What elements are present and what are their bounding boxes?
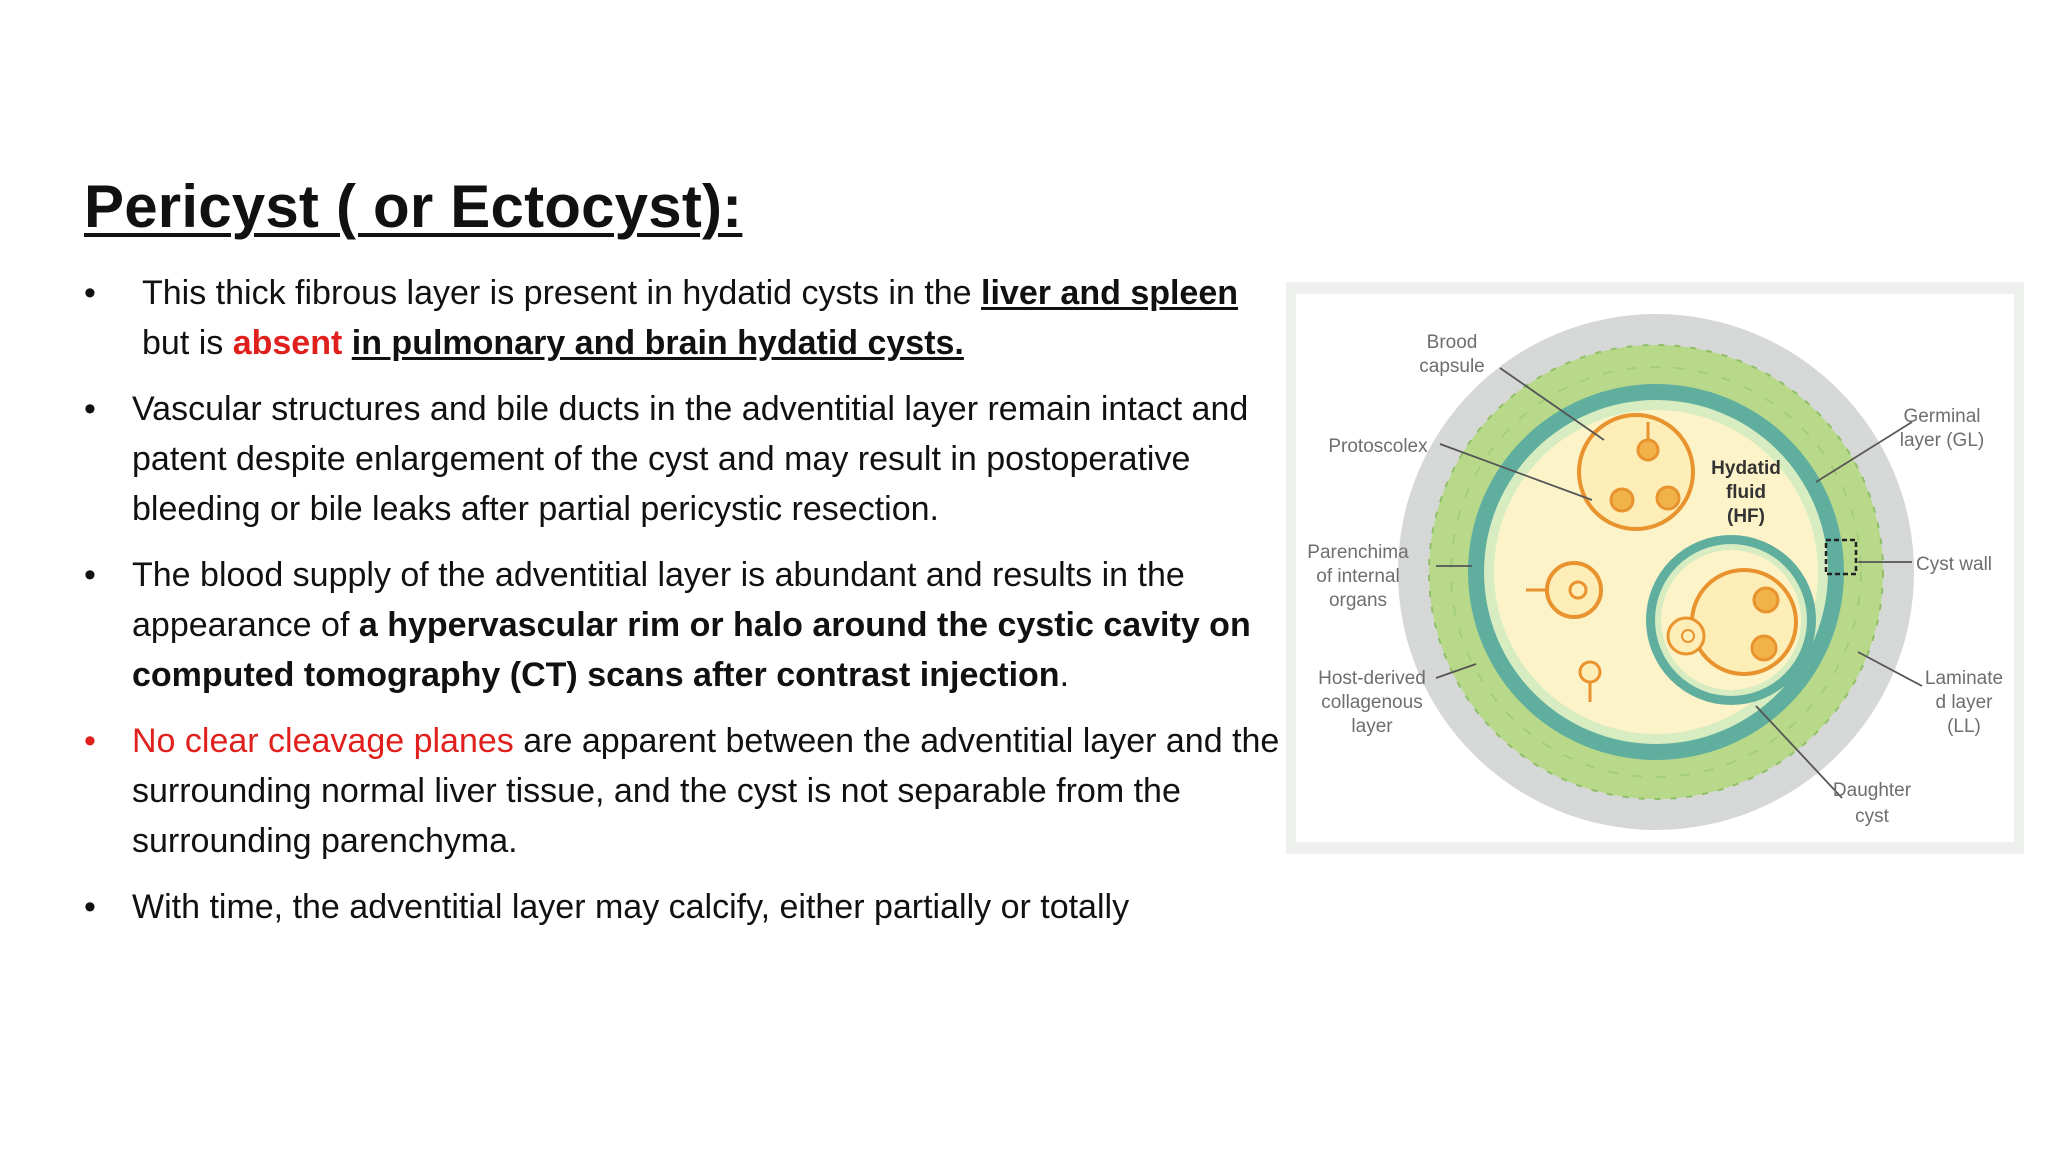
label-daughter-cyst: Daughter [1832, 780, 1912, 801]
label-host-derived-layer: layer [1351, 716, 1393, 737]
bullet-item-calcify [84, 882, 1284, 932]
small-brood-capsule [1547, 563, 1601, 617]
bullet-text: . [1059, 656, 1070, 694]
slide-title: Pericyst ( or Ectocyst): [84, 173, 743, 240]
label-host-derived-layer: Host-derived [1318, 668, 1426, 689]
protoscolex [1754, 588, 1778, 612]
label-hydatid-fluid: Hydatid [1711, 458, 1781, 479]
bullet-text: Vascular structures and bile ducts in the adventitial layer remain intact and patent despite enlargement of the cyst and may result in postoperative bleeding or bile leaks after partial pericystic resection. [132, 390, 1249, 528]
bullet-text: are apparent between the adventitial layer and the surrounding normal liver tissue, and the cyst is not separable from the surrounding parenchyma. [132, 722, 1280, 860]
label-daughter-cyst: cyst [1855, 806, 1889, 827]
label-protoscolex: Protoscolex [1328, 436, 1428, 457]
highlight-absent: absent [232, 324, 343, 362]
cyst-diagram-svg [1286, 282, 2024, 854]
bullet-item-blood-supply [84, 550, 1284, 700]
protoscolex [1657, 487, 1679, 509]
label-brood-capsule: Brood [1426, 332, 1478, 353]
label-cyst-wall: Cyst wall [1916, 554, 1993, 575]
brood-capsule [1579, 415, 1693, 529]
label-laminated-layer: Laminate [1924, 668, 2004, 689]
highlight-liver-spleen: liver and spleen [981, 274, 1239, 312]
bullet-text: With time, the adventitial layer may calcify, either partially or totally [132, 888, 1130, 926]
label-germinal-layer: layer (GL) [1899, 430, 1985, 451]
bullet-marker: • [84, 556, 96, 594]
bullet-marker: • [84, 390, 96, 428]
protoscolex [1611, 489, 1633, 511]
protoscolex [1752, 636, 1776, 660]
label-germinal-layer: Germinal [1903, 406, 1981, 427]
label-hydatid-fluid: (HF) [1727, 506, 1765, 527]
highlight-cleavage-planes: No clear cleavage planes [132, 722, 514, 760]
label-host-derived-layer: collagenous [1321, 692, 1423, 713]
bullet-marker: • [84, 722, 96, 760]
label-parenchyma: of internal [1316, 566, 1400, 587]
hydatid-cyst-diagram [1286, 282, 2024, 854]
protoscolex [1638, 440, 1658, 460]
bullet-list [84, 268, 1284, 948]
bullet-item-cleavage [84, 716, 1284, 866]
bullet-item-vascular [84, 384, 1284, 534]
bullet-item-distribution [84, 268, 1284, 368]
bullet-text: This thick fibrous layer is present in hydatid cysts in the [142, 274, 982, 312]
highlight-pulmonary-brain: in pulmonary and brain hydatid cysts. [351, 324, 964, 362]
bullet-text [342, 324, 351, 362]
label-hydatid-fluid: fluid [1725, 482, 1767, 503]
daughter-brood-capsule [1692, 570, 1796, 674]
bullet-marker: • [84, 888, 96, 926]
label-parenchyma: organs [1328, 590, 1388, 611]
highlight-hypervascular-rim: a hypervascular rim or halo around the cystic cavity on computed tomography (CT) scans after contrast injection [132, 606, 1251, 694]
label-parenchyma: Parenchima [1307, 542, 1409, 563]
small-brood-capsule [1580, 662, 1600, 682]
label-laminated-layer: d layer [1935, 692, 1993, 713]
small-brood-capsule [1668, 618, 1704, 654]
label-laminated-layer: (LL) [1947, 716, 1981, 737]
bullet-text: but is [142, 324, 233, 362]
bullet-text: The blood supply of the adventitial layer is abundant and results in the appearance of [132, 556, 1185, 644]
bullet-marker: • [84, 274, 96, 312]
label-brood-capsule: capsule [1419, 356, 1485, 377]
